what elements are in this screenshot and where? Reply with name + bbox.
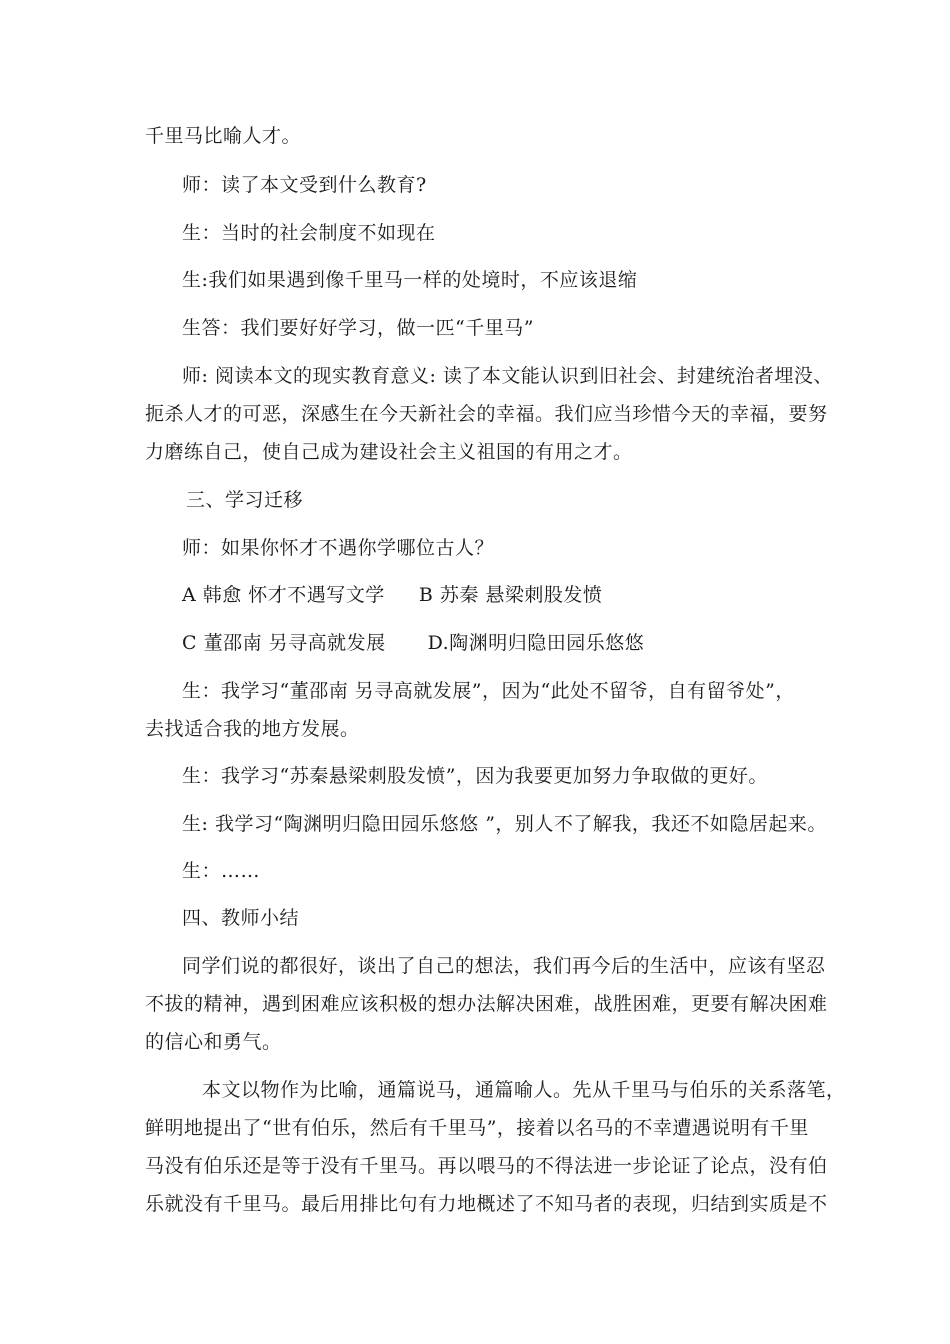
paragraph-line: 生答：我们要好好学习，做一匹“千里马” [182,317,534,339]
paragraph-line: 生：我学习“董邵南 另寻高就发展”，因为“此处不留爷，自有留爷处”， [182,680,795,702]
paragraph-line: 同学们说的都很好，谈出了自己的想法，我们再今后的生活中，应该有坚忍 [182,955,826,977]
paragraph-line: 生:我们如果遇到像千里马一样的处境时，不应该退缩 [182,269,638,291]
paragraph-line: 师：读了本文受到什么教育? [182,174,427,196]
option-c: C 董邵南 另寻高就发展 [182,632,386,654]
paragraph-line: 生: 我学习“陶渊明归隐田园乐悠悠 ”，别人不了解我，我还不如隐居起来。 [182,813,827,835]
paragraph-line: 力磨练自己，使自己成为建设社会主义祖国的有用之才。 [145,441,633,463]
paragraph-line: 千里马比喻人才。 [145,125,302,147]
paragraph-line: 的信心和勇气。 [145,1031,282,1053]
paragraph-line: 不拔的精神，遇到困难应该积极的想办法解决困难，战胜困难，更要有解决困难 [145,993,828,1015]
paragraph-line: 生：当时的社会制度不如现在 [182,222,436,244]
paragraph-line: 生：我学习“苏秦悬梁刺股发愤”，因为我要更加努力争取做的更好。 [182,765,768,787]
option-a: A 韩愈 怀才不遇写文学 [182,584,385,606]
paragraph-line: 去找适合我的地方发展。 [145,718,360,740]
paragraph-line: 鲜明地提出了“世有伯乐，然后有千里马”，接着以名马的不幸遭遇说明有千里 [145,1117,809,1139]
option-line [182,631,644,655]
paragraph-line: 扼杀人才的可恶，深感生在今天新社会的幸福。我们应当珍惜今天的幸福，要努 [145,403,828,425]
section-heading: 四、教师小结 [182,907,300,929]
paragraph-line: 师：如果你怀才不遇你学哪位古人？ [182,537,495,559]
paragraph-line: 马没有伯乐还是等于没有千里马。再以喂马的不得法进一步论证了论点，没有伯 [145,1155,828,1177]
option-d: D.陶渊明归隐田园乐悠悠 [427,632,645,654]
paragraph-line: 乐就没有千里马。最后用排比句有力地概述了不知马者的表现，归结到实质是不 [145,1193,828,1215]
paragraph-line: 本文以物作为比喻，通篇说马，通篇喻人。先从千里马与伯乐的关系落笔， [202,1079,846,1101]
paragraph-line: 师: 阅读本文的现实教育意义: 读了本文能认识到旧社会、封建统治者埋没、 [182,365,833,387]
paragraph-line: 生：…… [182,860,261,882]
section-heading: 三、学习迁移 [186,489,304,511]
option-b: B 苏秦 悬梁刺股发愤 [418,584,603,606]
option-line [182,583,602,607]
